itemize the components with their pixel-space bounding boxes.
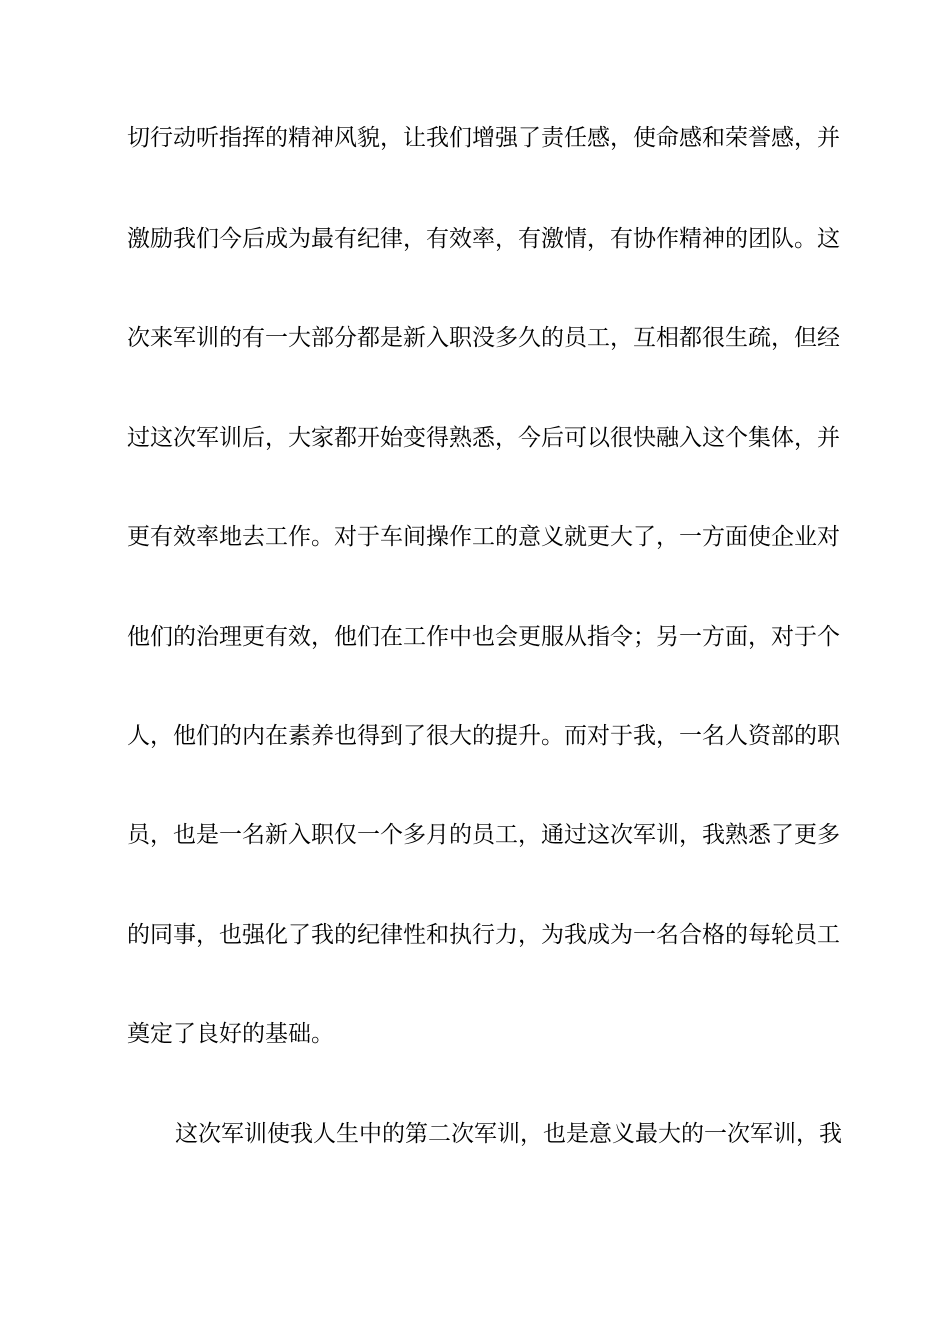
text-line: 他们的治理更有效，他们在工作中也会更服从指令；另一方面，对于个: [127, 624, 840, 650]
text-line: 过这次军训后，大家都开始变得熟悉，今后可以很快融入这个集体，并: [127, 425, 840, 451]
text-line: 更有效率地去工作。对于车间操作工的意义就更大了，一方面使企业对: [127, 524, 840, 550]
text-line-indented: 这次军训使我人生中的第二次军训，也是意义最大的一次军训，我: [175, 1121, 842, 1147]
text-line: 的同事，也强化了我的纪律性和执行力，为我成为一名合格的每轮员工: [127, 922, 840, 948]
text-line: 切行动听指挥的精神风貌，让我们增强了责任感，使命感和荣誉感，并: [127, 125, 840, 151]
text-line: 人，他们的内在素养也得到了很大的提升。而对于我，一名人资部的职: [127, 723, 840, 749]
text-line: 员，也是一名新入职仅一个多月的员工，通过这次军训，我熟悉了更多: [127, 822, 840, 848]
text-line: 激励我们今后成为最有纪律，有效率，有激情，有协作精神的团队。这: [127, 226, 840, 252]
text-line-last: 奠定了良好的基础。: [127, 1021, 334, 1047]
text-line: 次来军训的有一大部分都是新入职没多久的员工，互相都很生疏，但经: [127, 325, 840, 351]
